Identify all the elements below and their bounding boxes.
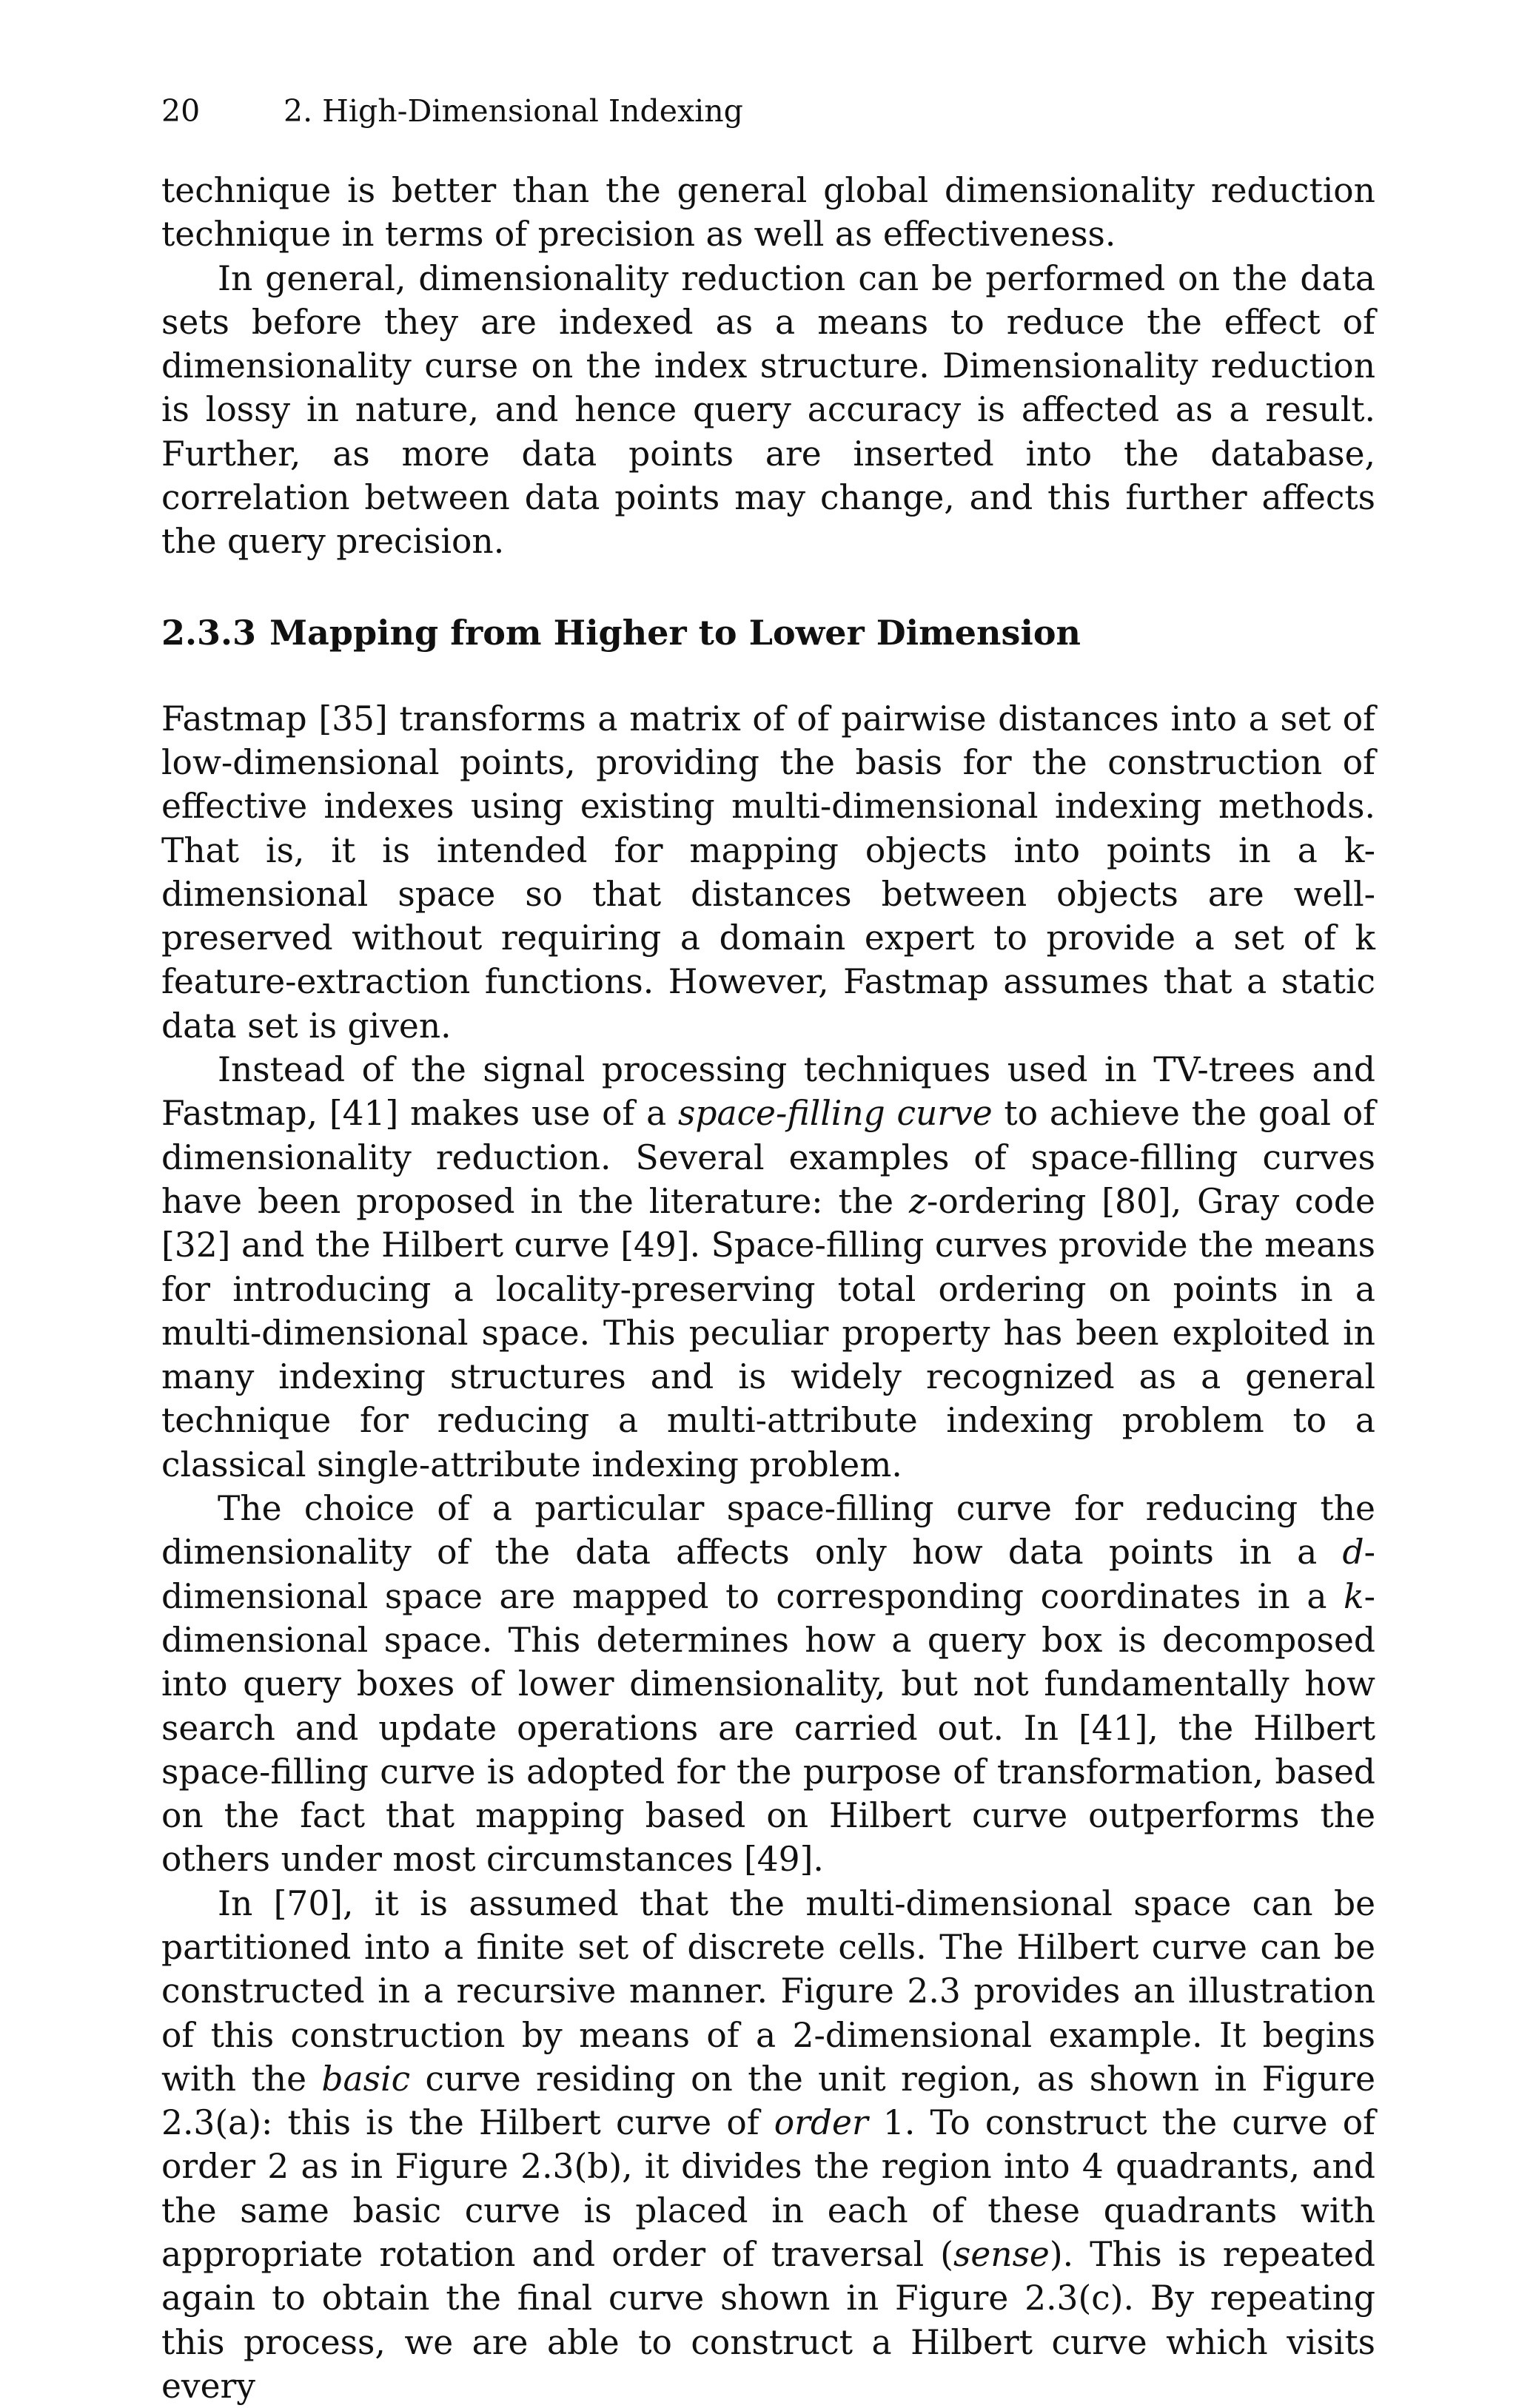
text-run: Instead of the signal processing techniques used in TV-trees and Fastmap, [41] makes use of a	[161, 1050, 1375, 1134]
text-run: -dimensional space are mapped to corresponding coordinates in a	[161, 1533, 1375, 1616]
running-head	[161, 90, 1375, 132]
body-text	[161, 169, 1375, 2408]
paragraph-dimensionality-reduction: In general, dimensionality reduction can be performed on the data sets before they are indexed as a means to reduce the effect of dimensionality curse on the index structure. Dimensionality reduction is lossy in nature, and hence query accuracy is affected as a result. Further, as more data points are inserted into the database, correlation between data points may change, and this further affects the query precision.	[161, 258, 1375, 562]
text-run: In [70], it is assumed that the multi-dimensional space can be partitioned into a finite set of discrete cells. The Hilbert curve can be constructed in a recursive manner. Figure 2.3 provides an illustration of this construction by means of a 2-dimensional example. It begins with the	[161, 1883, 1375, 2099]
section-title: Mapping from Higher to Lower Dimension	[269, 612, 1081, 653]
emphasis-space-filling-curve: space-filling curve	[677, 1094, 993, 1134]
text-run: -dimensional space. This determines how a query box is decomposed into query boxes of lower dimensionality, but not fundamentally how search and update operations are carried out. In [41], the Hilbert space-filling curve is adopted for the purpose of transformation, based on the fact that mapping based on Hilbert curve outperforms the others under most circumstances [49].	[161, 1576, 1375, 1880]
page-number: 20	[161, 93, 201, 129]
section-number: 2.3.3	[161, 612, 257, 653]
paragraph-continuation: technique is better than the general global dimensionality reduction technique in terms of precision as well as effectiveness.	[161, 171, 1375, 255]
emphasis-order: order	[774, 2103, 868, 2143]
text-run: The choice of a particular space-filling curve for reducing the dimensionality of the data affects only how data points in a	[161, 1489, 1375, 1573]
text-run: ). This is repeated again to obtain the final curve shown in Figure 2.3(c). By repeating this process, we are able to construct a Hilbert curve which visits every	[161, 2235, 1375, 2406]
section-heading	[161, 610, 1375, 656]
paragraph-fastmap-text: Fastmap [35] transforms a matrix of of pairwise distances into a set of low-dimensional points, providing the basis for the construction of effective indexes using existing multi-dimensional indexing methods. That is, it is intended for mapping objects into points in a k-dimensional space so that distances between objects are well-preserved without requiring a domain expert to provide a set of k feature-extraction functions. However, Fastmap assumes that a static data set is given.	[161, 699, 1375, 1046]
paragraph-fastmap	[161, 697, 1375, 1048]
text-run: -ordering [80], Gray code [32] and the Hilbert curve [49]. Space-filling curves provide the means for introducing a locality-preserving total ordering on points in a multi-dimensional space. This peculiar property has been exploited in many indexing structures and is widely recognized as a general technique for reducing a multi-attribute indexing problem to a classical single-attribute indexing problem.	[161, 1181, 1375, 1484]
chapter-title: 2. High-Dimensional Indexing	[284, 93, 743, 129]
math-k: k	[1344, 1576, 1364, 1616]
paragraph-space-filling-curve	[161, 1048, 1375, 1487]
emphasis-sense: sense	[953, 2235, 1050, 2275]
math-z: z	[909, 1181, 928, 1221]
paragraph-hilbert-construction	[161, 1882, 1375, 2408]
paragraph-curve-choice	[161, 1487, 1375, 1882]
text-run: to achieve the goal of dimensionality reduction. Several examples of space-filling curves have been proposed in the literature: the	[161, 1094, 1376, 1221]
text-run: 1. To construct the curve of order 2 as in Figure 2.3(b), it divides the region into 4 quadrants, and the same basic curve is placed in each of these quadrants with appropriate rotation and order of traversal (	[161, 2103, 1375, 2275]
emphasis-basic: basic	[321, 2059, 411, 2099]
math-d: d	[1342, 1533, 1364, 1573]
text-run: curve residing on the unit region, as shown in Figure 2.3(a): this is the Hilbert curve of	[161, 2059, 1375, 2143]
